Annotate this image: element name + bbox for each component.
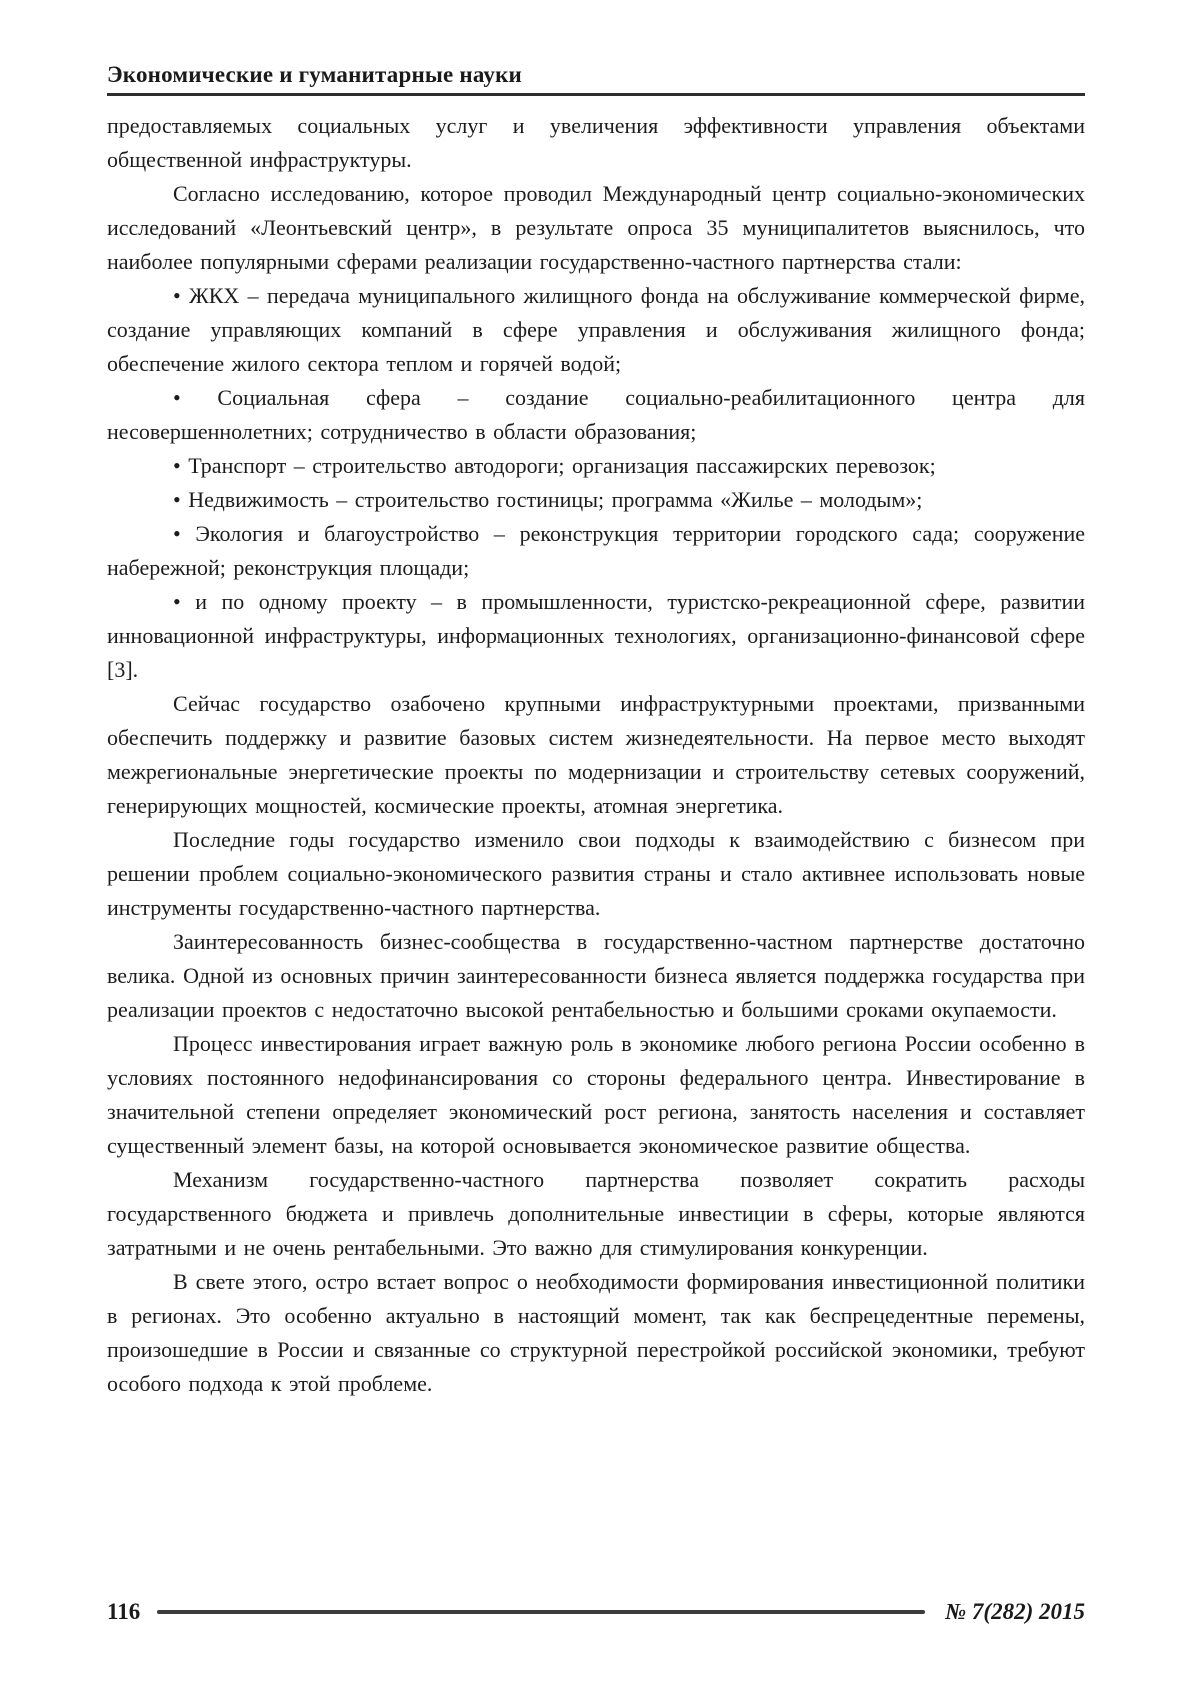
paragraph: Сейчас государство озабочено крупными инфраструктурными проектами, призванными обеспечить поддержку и развитие базовых систем жизнедеятельности. На первое место выходят межрегиональные энергетические проекты по модернизации и строительству сетевых сооружений, генерирующих мощностей, космические проекты, атомная энергетика. (107, 691, 1085, 818)
page-number: 116 (107, 1599, 141, 1624)
bullet-paragraph: • ЖКХ – передача муниципального жилищного фонда на обслуживание коммерческой фирме, создание управляющих компаний в сфере управления и обслуживания жилищного фонда; обеспечение жилого сектора теплом и горячей водой; (107, 283, 1085, 376)
paragraph: В свете этого, остро встает вопрос о необходимости формирования инвестиционной политики в регионах. Это особенно актуально в настоящий момент, так как беспрецедентные перемены, произошедшие в России и связанные со структурной перестройкой российской экономики, требуют особого подхода к этой проблеме. (107, 1269, 1085, 1396)
running-head-title: Экономические и гуманитарные науки (107, 62, 522, 87)
bullet-paragraph: • Экология и благоустройство – реконструкция территории городского сада; сооружение набережной; реконструкция площади; (107, 521, 1085, 580)
paragraph: Заинтересованность бизнес-сообщества в государственно-частном партнерстве достаточно велика. Одной из основных причин заинтересованности бизнеса является поддержка государства при реализации проектов с недостаточно высокой рентабельностью и большими сроками окупаемости. (107, 929, 1085, 1022)
paragraph: предоставляемых социальных услуг и увеличения эффективности управления объектами общественной инфраструктуры. (107, 113, 1085, 172)
page-footer (107, 1596, 1085, 1628)
journal-issue-label: № 7(282) 2015 (945, 1599, 1085, 1624)
bullet-paragraph: • Транспорт – строительство автодороги; организация пассажирских перевозок; (173, 453, 936, 478)
bullet-paragraph: • и по одному проекту – в промышленности, туристско-рекреационной сфере, развитии инновационной инфраструктуры, информационных технологиях, организационно-финансовой сфере [3]. (107, 589, 1085, 682)
paragraph: Согласно исследованию, которое проводил Международный центр социально-экономических исследований «Леонтьевский центр», в результате опроса 35 муниципалитетов выяснилось, что наиболее популярными сферами реализации государственно-частного партнерства стали: (107, 181, 1085, 274)
paragraph: Процесс инвестирования играет важную роль в экономике любого региона России особенно в условиях постоянного недофинансирования со стороны федерального центра. Инвестирование в значительной степени определяет экономический рост региона, занятость населения и составляет существенный элемент базы, на которой основывается экономическое развитие общества. (107, 1031, 1085, 1158)
article-body (107, 109, 1085, 1401)
bullet-paragraph: • Социальная сфера – создание социально-реабилитационного центра для несовершеннолетних; сотрудничество в области образования; (107, 385, 1085, 444)
footer-rule-divider (157, 1610, 925, 1614)
paragraph: Последние годы государство изменило свои подходы к взаимодействию с бизнесом при решении проблем социально-экономического развития страны и стало активнее использовать новые инструменты государственно-частного партнерства. (107, 827, 1085, 920)
paragraph: Механизм государственно-частного партнерства позволяет сократить расходы государственного бюджета и привлечь дополнительные инвестиции в сферы, которые являются затратными и не очень рентабельными. Это важно для стимулирования конкуренции. (107, 1167, 1085, 1260)
page-header (107, 62, 1085, 96)
bullet-paragraph: • Недвижимость – строительство гостиницы; программа «Жилье – молодым»; (173, 487, 923, 512)
